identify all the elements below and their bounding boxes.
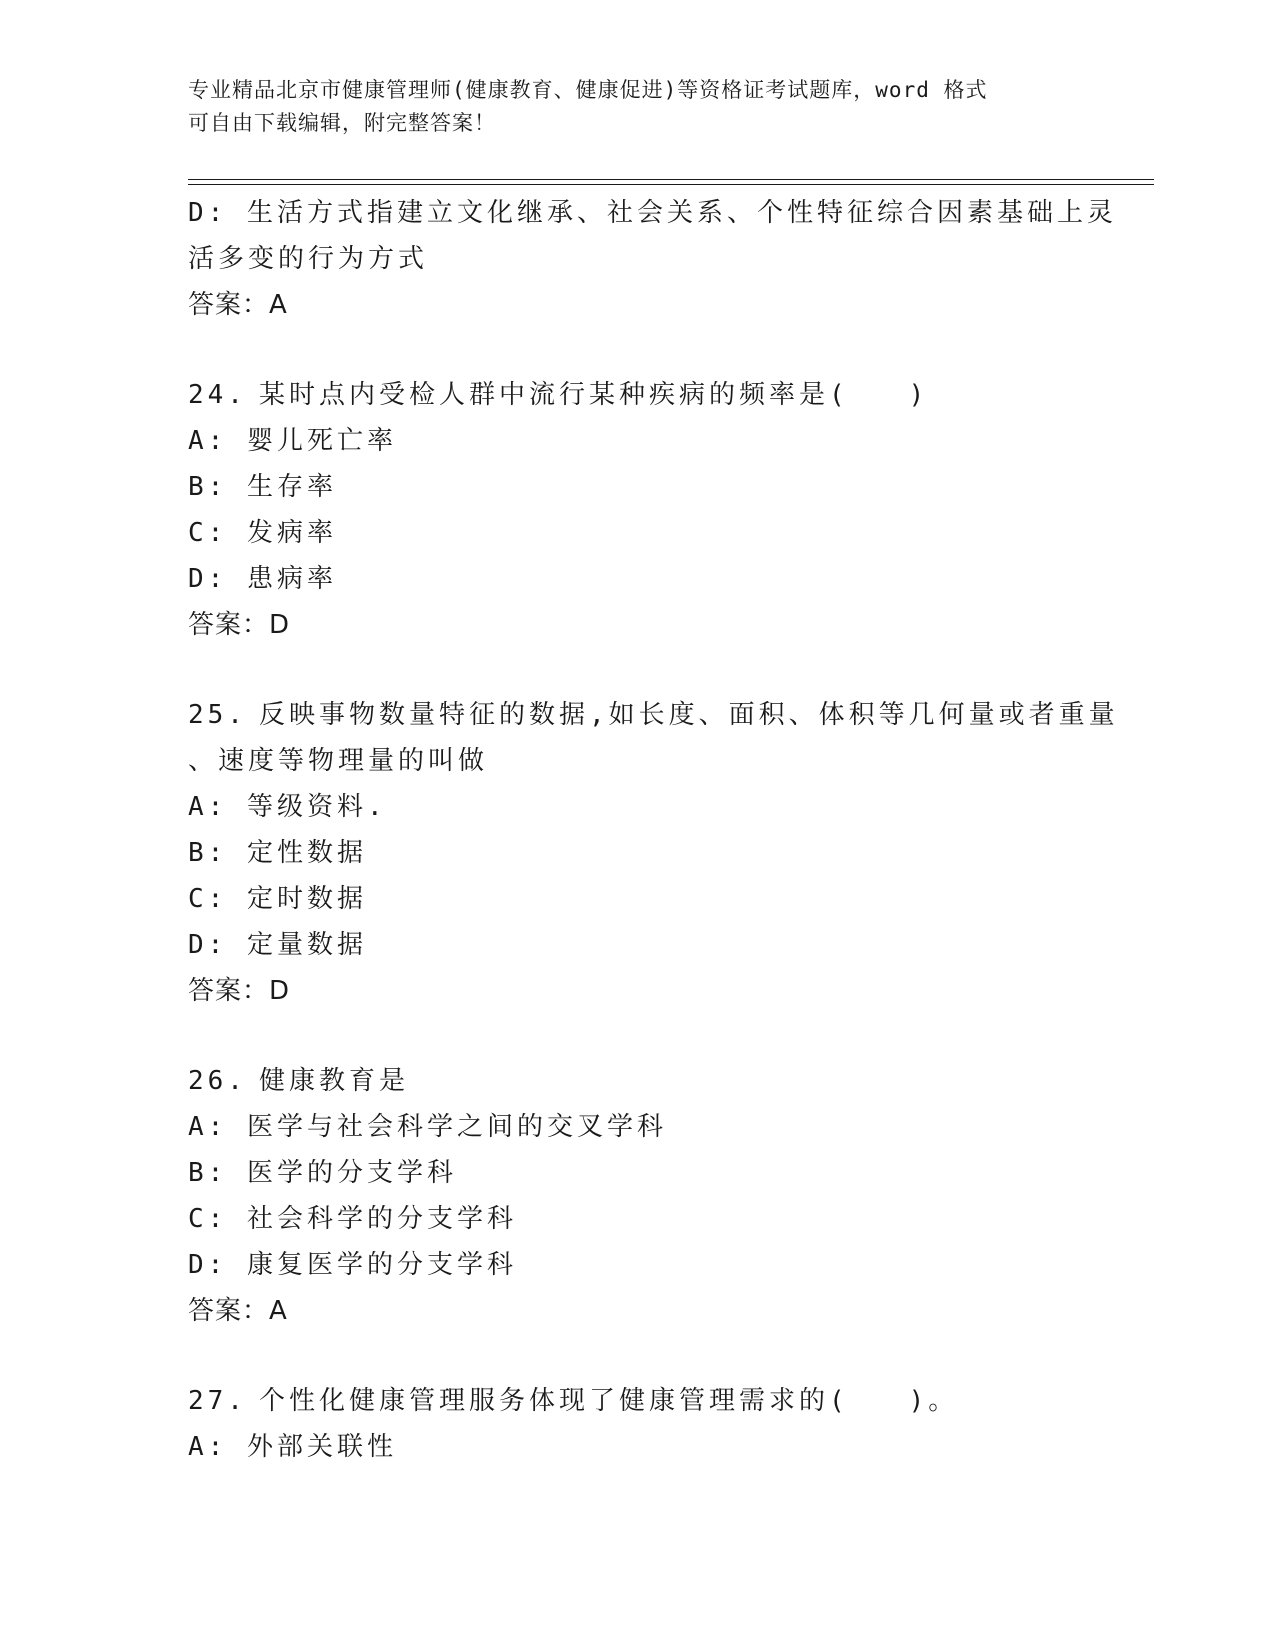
question-stem bbox=[188, 1058, 1088, 1104]
question-number: 24. bbox=[188, 380, 247, 410]
option-a: A: 医学与社会科学之间的交叉学科 bbox=[188, 1112, 667, 1142]
question-text: 个性化健康管理服务体现了健康管理需求的( )。 bbox=[258, 1386, 959, 1416]
header-divider-bottom bbox=[188, 184, 1154, 185]
option-b: B: 定性数据 bbox=[188, 838, 367, 868]
answer-line: 答案：D bbox=[188, 976, 291, 1006]
header-line-1: 专业精品北京市健康管理师(健康教育、健康促进)等资格证考试题库，word 格式 bbox=[188, 78, 988, 102]
question-number: 27. bbox=[188, 1386, 247, 1416]
answer-line: 答案：A bbox=[188, 290, 288, 320]
question-text: 反映事物数量特征的数据,如长度、面积、体积等几何量或者重量 bbox=[258, 700, 1119, 730]
question-stem bbox=[188, 372, 1088, 418]
exam-content bbox=[188, 190, 1119, 1470]
option-a: A: 婴儿死亡率 bbox=[188, 426, 397, 456]
question-stem bbox=[188, 692, 1119, 738]
document-header bbox=[188, 74, 1068, 140]
option-d: D: 生活方式指建立文化继承、社会关系、个性特征综合因素基础上灵 bbox=[188, 198, 1117, 228]
option-c: C: 社会科学的分支学科 bbox=[188, 1204, 517, 1234]
option-c: C: 发病率 bbox=[188, 518, 337, 548]
question-number: 26. bbox=[188, 1066, 247, 1096]
question-text-continued: 、速度等物理量的叫做 bbox=[188, 746, 489, 776]
option-d-continued: 活多变的行为方式 bbox=[188, 244, 429, 274]
question-number: 25. bbox=[188, 700, 247, 730]
answer-line: 答案：D bbox=[188, 610, 291, 640]
header-line-2: 可自由下载编辑，附完整答案！ bbox=[188, 111, 496, 135]
option-b: B: 医学的分支学科 bbox=[188, 1158, 457, 1188]
option-a: A: 外部关联性 bbox=[188, 1432, 397, 1462]
option-a: A: 等级资料. bbox=[188, 792, 387, 822]
option-c: C: 定时数据 bbox=[188, 884, 367, 914]
answer-line: 答案：A bbox=[188, 1296, 288, 1326]
question-text: 健康教育是 bbox=[258, 1066, 409, 1096]
question-text: 某时点内受检人群中流行某种疾病的频率是( ) bbox=[258, 380, 929, 410]
option-b: B: 生存率 bbox=[188, 472, 337, 502]
option-d: D: 患病率 bbox=[188, 564, 337, 594]
option-d: D: 定量数据 bbox=[188, 930, 367, 960]
question-stem bbox=[188, 1378, 1088, 1424]
header-divider-top bbox=[188, 179, 1154, 180]
option-d: D: 康复医学的分支学科 bbox=[188, 1250, 517, 1280]
